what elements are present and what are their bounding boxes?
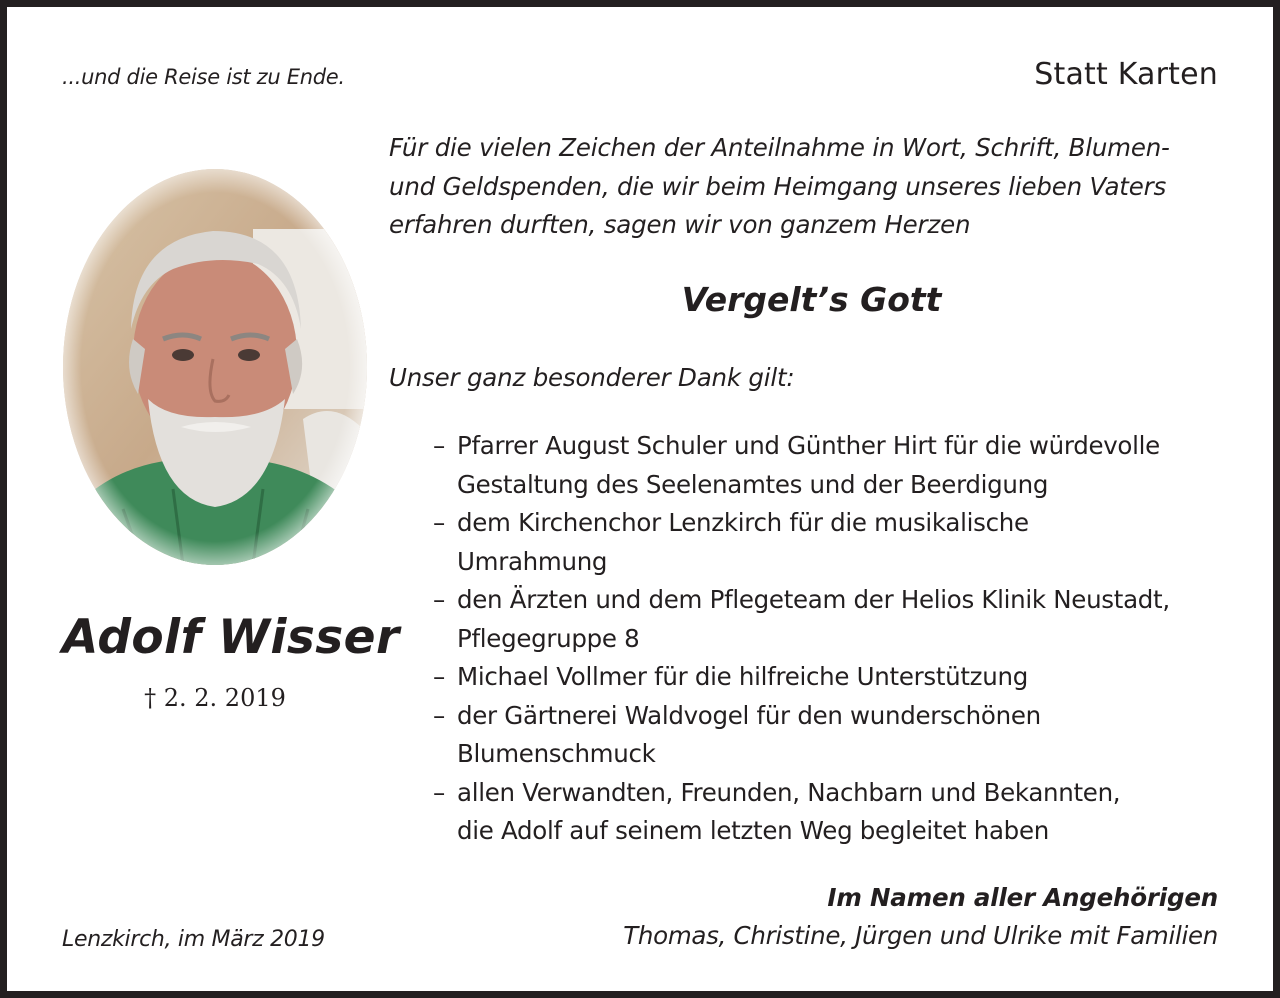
thanks-item-line: die Adolf auf seinem letzten Weg begleitet haben	[457, 816, 1049, 845]
intro-line: und Geldspenden, die wir beim Heimgang unseres lieben Vaters	[389, 171, 1167, 201]
signature-title: Im Namen aller Angehörigen	[827, 883, 1218, 912]
thanks-item-line: den Ärzten und dem Pflegeteam der Helios Klinik Neustadt,	[457, 585, 1170, 614]
thanks-item-line: Gestaltung des Seelenamtes und der Beerdigung	[457, 469, 1049, 499]
dash-marker: –	[433, 777, 445, 807]
thanks-item	[433, 697, 1233, 774]
thanks-item-line: der Gärtnerei Waldvogel für den wunderschönen	[457, 700, 1041, 730]
portrait-photo	[63, 169, 367, 565]
dash-marker: –	[433, 662, 445, 691]
portrait-illustration	[63, 169, 367, 565]
dash-marker: –	[433, 700, 445, 730]
thanks-item	[433, 658, 1233, 697]
deceased-name: Adolf Wisser	[62, 610, 400, 665]
death-date: † 2. 2. 2019	[144, 684, 286, 712]
motto-text: ...und die Reise ist zu Ende.	[62, 65, 345, 89]
thanks-item-line: dem Kirchenchor Lenzkirch für die musikalische	[457, 508, 1029, 537]
intro-paragraph	[389, 129, 1234, 245]
intro-line: Für die vielen Zeichen der Anteilnahme in Wort, Schrift, Blumen-	[389, 133, 1170, 162]
intro-line: erfahren durften, sagen wir von ganzem Herzen	[389, 210, 971, 239]
vergelts-gott-heading: Vergelt’s Gott	[681, 280, 942, 319]
statt-karten-label: Statt Karten	[1034, 57, 1218, 92]
thanks-item	[433, 774, 1233, 851]
thanks-item-line: Michael Vollmer für die hilfreiche Unterstützung	[457, 662, 1028, 691]
thanks-label: Unser ganz besonderer Dank gilt:	[389, 363, 795, 392]
thanks-item-line: Blumenschmuck	[457, 739, 656, 768]
signature-names: Thomas, Christine, Jürgen und Ulrike mit Familien	[623, 921, 1218, 950]
thanks-item	[433, 427, 1233, 504]
thanks-item-line: Pfarrer August Schuler und Günther Hirt für die würdevolle	[457, 431, 1160, 460]
thanks-list	[433, 427, 1233, 851]
thanks-item	[433, 581, 1233, 658]
thanks-item-line: allen Verwandten, Freunden, Nachbarn und Bekannten,	[457, 777, 1121, 807]
thanks-item	[433, 504, 1233, 581]
thanks-item-line: Pflegegruppe 8	[457, 623, 640, 653]
dash-marker: –	[433, 585, 445, 614]
thanks-item-line: Umrahmung	[457, 546, 608, 576]
place-and-date: Lenzkirch, im März 2019	[62, 927, 325, 952]
dash-marker: –	[433, 431, 445, 460]
dash-marker: –	[433, 508, 445, 537]
